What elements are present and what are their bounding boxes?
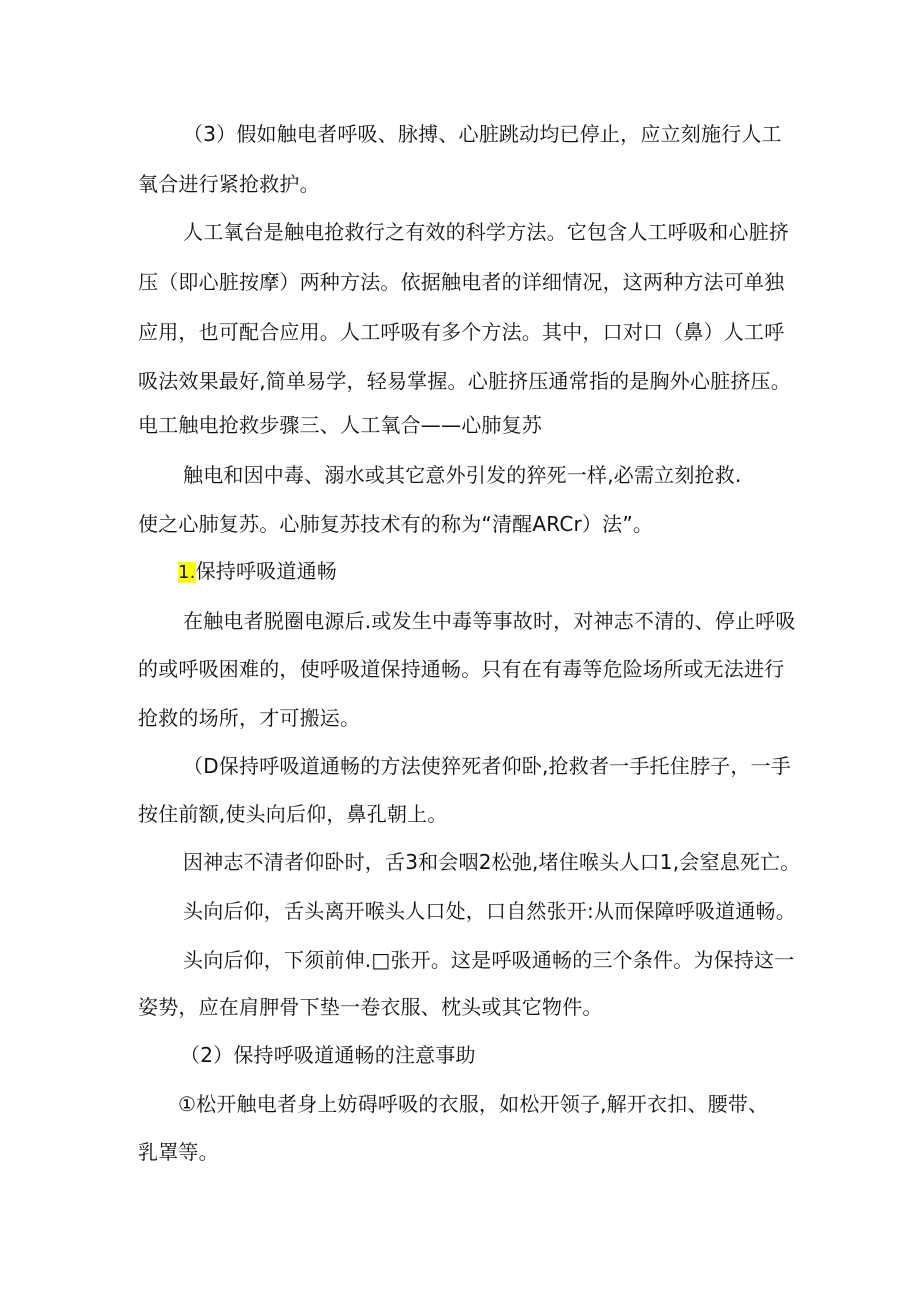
paragraph-line: 抢救的场所，才可搬运。 [138, 706, 361, 730]
highlighted-number: 1. [178, 562, 196, 583]
paragraph-line: 使之心肺复苏。心肺复苏技术有的称为“清醒ARCr）法”。 [138, 512, 654, 536]
numbered-heading-text: 保持呼吸道通畅 [195, 559, 337, 583]
paragraph-line: 压（即心脏按摩）两种方法。依据触电者的详细情况，这两种方法可单独 [138, 270, 785, 294]
section-heading: 电工触电抢救步骤三、人工氧合——心肺复苏 [138, 413, 542, 437]
paragraph-line: 触电和因中毒、溺水或其它意外引发的猝死一样,必需立刻抢救. [183, 463, 742, 487]
paragraph-line: 吸法效果最好,简单易学，轻易掌握。心脏挤压通常指的是胸外心脏挤压。 [138, 369, 791, 393]
paragraph-line: 乳罩等。 [138, 1140, 219, 1164]
paragraph-line: ①松开触电者身上妨碍呼吸的衣服，如松开领子,解开衣扣、腰带、 [178, 1092, 769, 1116]
paragraph-line: 的或呼吸困难的，使呼吸道保持通畅。只有在有毒等危险场所或无法进行 [138, 657, 785, 681]
paragraph-line: 氧合进行紧抢救护。 [138, 172, 320, 196]
numbered-heading [178, 557, 337, 587]
paragraph-line: 姿势，应在肩胛骨下垫一卷衣服、枕头或其它物件。 [138, 995, 603, 1019]
paragraph-line: 按住前额,使头向后仰，鼻孔朝上。 [138, 802, 448, 826]
paragraph-line: 头向后仰，舌头离开喉头人口处，口自然张开:从而保障呼吸道通畅。 [183, 899, 796, 923]
paragraph-line: 因神志不清者仰卧时，舌3和会咽2松弛,堵住喉头人口1,会窒息死亡。 [183, 850, 801, 874]
paragraph-line: （D保持呼吸道通畅的方法使猝死者仰卧,抢救者一手托住脖子，一手 [183, 754, 791, 778]
paragraph-line: 在触电者脱圈电源后.或发生中毒等事故时，对神志不清的、停止呼吸 [183, 609, 796, 633]
paragraph-line: 头向后仰，下须前伸.□张开。这是呼吸通畅的三个条件。为保持这一 [183, 948, 795, 972]
paragraph-line: 人工氧台是触电抢救行之有效的科学方法。它包含人工呼吸和心脏挤 [183, 220, 789, 244]
paragraph-line: 应用，也可配合应用。人工呼吸有多个方法。其中，口对口（鼻）人工呼 [138, 320, 785, 344]
paragraph-line: （3）假如触电者呼吸、脉搏、心脏跳动均已停止，应立刻施行人工 [183, 122, 782, 146]
sub-heading: （2）保持呼吸道通畅的注意事助 [180, 1043, 476, 1067]
